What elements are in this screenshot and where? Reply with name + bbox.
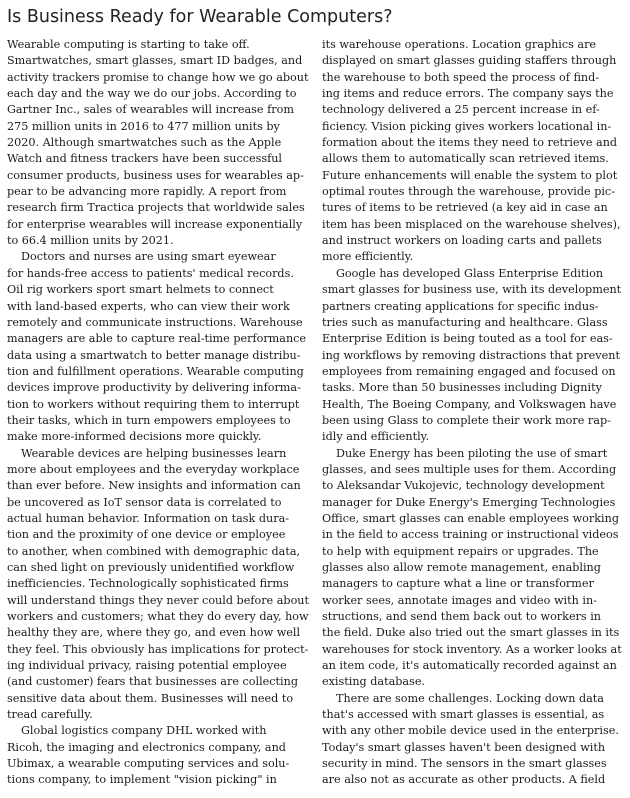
text-line: can shed light on previously unidentified workflow xyxy=(7,561,295,574)
text-line: Wearable devices are helping businesses learn xyxy=(21,446,287,460)
text-line: with any other mobile device used in the enterprise. xyxy=(322,724,619,738)
text-line: for enterprise wearables will increase exponentially xyxy=(7,217,303,231)
text-line: that's accessed with smart glasses is essential, as xyxy=(322,708,605,722)
text-line: inefficiencies. Technologically sophisticated firms xyxy=(7,577,289,591)
text-line: remotely and communicate instructions. Warehouse xyxy=(7,315,303,329)
text-line: smart glasses for business use, with its development xyxy=(322,283,622,297)
text-line: Today's smart glasses haven't been designed with xyxy=(322,740,606,754)
text-line: workers and customers; what they do every day, how xyxy=(7,610,309,624)
text-line: employees from remaining engaged and focused on xyxy=(322,364,616,378)
left-column xyxy=(7,37,310,789)
text-line: formation about the items they need to retrieve and xyxy=(322,136,618,150)
text-line: tion and fulfillment operations. Wearable computing xyxy=(7,364,304,378)
text-line: managers are able to capture real-time performance xyxy=(7,332,307,346)
text-line: the field. Duke also tried out the smart glasses in its xyxy=(322,626,620,640)
text-line: are also not as accurate as other products. A field xyxy=(322,773,606,787)
text-line: 2020. Although smartwatches such as the Apple xyxy=(7,136,282,150)
article-title: Is Business Ready for Wearable Computers? xyxy=(7,7,393,27)
text-line: an item code, it's automatically recorded against an xyxy=(322,659,617,673)
text-line: its warehouse operations. Location graphics are xyxy=(322,38,597,51)
text-line: been using Glass to complete their work more rap- xyxy=(322,413,611,427)
text-line: tion to workers without requiring them to interrupt xyxy=(7,397,300,411)
text-line: tions company, to implement "vision picking" in xyxy=(7,773,277,787)
text-line: Future enhancements will enable the system to plot xyxy=(322,168,618,182)
text-line: to 66.4 million units by 2021. xyxy=(7,234,174,248)
text-line: sensitive data about them. Businesses will need to xyxy=(7,691,294,705)
text-line: ing workflows by removing distractions that prevent xyxy=(322,348,620,362)
text-line: Health, The Boeing Company, and Volkswagen have xyxy=(322,397,617,411)
text-line: Wearable computing is starting to take off. xyxy=(7,38,250,51)
text-line: Doctors and nurses are using smart eyewear xyxy=(21,250,276,264)
text-line: tasks. More than 50 businesses including Dignity xyxy=(322,381,602,395)
text-line: 275 million units in 2016 to 477 million units by xyxy=(7,119,280,133)
text-line: make more-informed decisions more quickly. xyxy=(7,430,262,444)
text-line: security in mind. The sensors in the smart glasses xyxy=(322,757,607,771)
text-line: worker sees, annotate images and video with in- xyxy=(322,593,597,607)
text-line: to another, when combined with demographic data, xyxy=(7,544,301,558)
text-line: Google has developed Glass Enterprise Edition xyxy=(336,266,604,280)
text-line: devices improve productivity by delivering informa- xyxy=(7,381,301,395)
text-line: idly and efficiently. xyxy=(322,430,430,444)
text-line: glasses also allow remote management, enabling xyxy=(322,561,601,574)
text-line: structions, and send them back out to workers in xyxy=(322,610,601,624)
text-line: tries such as manufacturing and healthcare. Glass xyxy=(322,315,608,329)
text-line: (and customer) fears that businesses are collecting xyxy=(7,675,298,689)
text-line: each day and the way we do our jobs. According to xyxy=(7,87,297,101)
text-line: with land-based experts, who can view their work xyxy=(7,299,290,313)
text-line: they feel. This obviously has implications for protect- xyxy=(7,642,309,656)
text-line: to help with equipment repairs or upgrades. The xyxy=(322,544,599,558)
text-line: optimal routes through the warehouse, provide pic- xyxy=(322,185,615,199)
text-line: ficiency. Vision picking gives workers locational in- xyxy=(322,119,612,133)
text-line: research firm Tractica projects that worldwide sales xyxy=(7,201,305,215)
text-line: ing individual privacy, raising potential employee xyxy=(7,659,287,673)
text-line: warehouses for stock inventory. As a worker looks at xyxy=(322,642,622,656)
text-line: item has been misplaced on the warehouse shelves), xyxy=(322,217,621,231)
text-line: consumer products, business uses for wearables ap- xyxy=(7,168,304,182)
text-line: tion and the proximity of one device or employee xyxy=(7,528,286,542)
text-line: the warehouse to both speed the process of find- xyxy=(322,70,600,84)
text-line: for hands-free access to patients' medical records. xyxy=(7,266,294,280)
text-line: Oil rig workers sport smart helmets to connect xyxy=(7,283,274,297)
text-line: to Aleksandar Vukojevic, technology development xyxy=(322,479,605,493)
text-line: Ubimax, a wearable computing services and solu- xyxy=(7,757,290,771)
text-line: their tasks, which in turn empowers employees to xyxy=(7,413,291,427)
text-line: displayed on smart glasses guiding staffers through xyxy=(322,54,617,68)
text-line: data using a smartwatch to better manage distribu- xyxy=(7,348,301,362)
text-line: There are some challenges. Locking down data xyxy=(336,691,604,705)
text-line: tures of items to be retrieved (a key aid in case an xyxy=(322,201,608,215)
text-line: healthy they are, where they go, and even how well xyxy=(7,626,301,640)
text-line: manager for Duke Energy's Emerging Technologies xyxy=(322,495,616,509)
right-column xyxy=(322,37,623,789)
text-line: tread carefully. xyxy=(7,708,93,722)
text-line: will understand things they never could before about xyxy=(7,593,310,607)
text-line: activity trackers promise to change how we go about xyxy=(7,70,309,84)
text-line: actual human behavior. Information on task dura- xyxy=(7,511,290,525)
text-line: ing items and reduce errors. The company says the xyxy=(322,87,614,101)
text-line: than ever before. New insights and information can xyxy=(7,479,301,493)
text-line: Global logistics company DHL worked with xyxy=(21,724,267,738)
text-line: glasses, and sees multiple uses for them. According xyxy=(322,462,617,476)
text-line: Gartner Inc., sales of wearables will increase from xyxy=(7,103,294,117)
text-line: more about employees and the everyday workplace xyxy=(7,462,300,476)
text-line: managers to capture what a line or transformer xyxy=(322,577,594,591)
text-line: Enterprise Edition is being touted as a tool for eas- xyxy=(322,332,613,346)
text-line: be uncovered as IoT sensor data is correlated to xyxy=(7,495,282,509)
text-line: pear to be advancing more rapidly. A report from xyxy=(7,185,287,199)
text-line: existing database. xyxy=(322,675,425,689)
text-line: allows them to automatically scan retrieved items. xyxy=(322,152,609,166)
text-line: Smartwatches, smart glasses, smart ID badges, and xyxy=(7,54,303,68)
text-line: partners creating applications for specific indus- xyxy=(322,299,599,313)
text-line: Watch and fitness trackers have been successful xyxy=(7,152,282,166)
text-line: technology delivered a 25 percent increase in ef- xyxy=(322,103,600,117)
text-line: Duke Energy has been piloting the use of smart xyxy=(336,446,608,460)
text-line: Office, smart glasses can enable employees working xyxy=(322,511,619,525)
text-line: Ricoh, the imaging and electronics company, and xyxy=(7,740,286,754)
text-line: and instruct workers on loading carts and pallets xyxy=(322,234,602,248)
text-line: more efficiently. xyxy=(322,250,414,264)
text-line: in the field to access training or instructional videos xyxy=(322,528,619,542)
